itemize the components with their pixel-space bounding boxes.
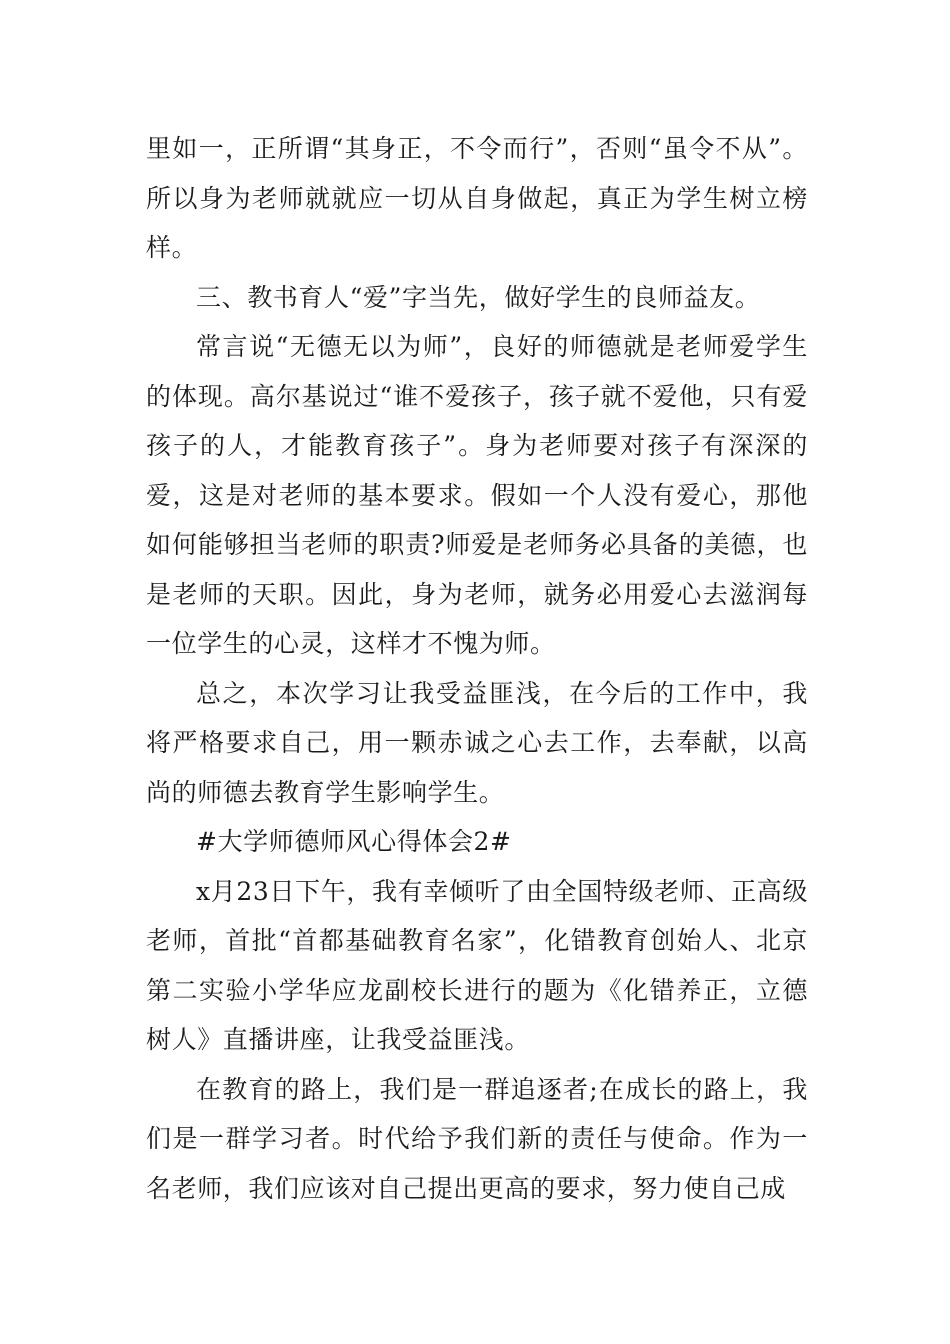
paragraph-2-section-heading: 三、教书育人“爱”字当先，做好学生的良师益友。 [196,282,761,312]
paragraph-5-article-title: #大学师德师风心得体会2# [196,827,512,856]
document-body [146,124,808,1213]
paragraph-1: 里如一，正所谓“其身正，不令而行”，否则“虽令不从”。所以身为老师就就应一切从自身做起，真正为学生树立榜样。 [146,134,808,262]
paragraph-6: x月23日下午，我有幸倾听了由全国特级老师、正高级老师，首批“首都基础教育名家”，化错教育创始人、北京第二实验小学华应龙副校长进行的题为《化错养正，立德树人》直播讲座，让我受益匪浅。 [146,876,808,1054]
paragraph-4: 总之，本次学习让我受益匪浅，在今后的工作中，我将严格要求自己，用一颗赤诚之心去工作，去奉献，以高尚的师德去教育学生影响学生。 [146,678,808,807]
paragraph-7: 在教育的路上，我们是一群追逐者;在成长的路上，我们是一群学习者。时代给予我们新的责任与使命。作为一名老师，我们应该对自己提出更高的要求，努力使自己成 [146,1074,808,1203]
paragraph-3: 常言说“无德无以为师”，良好的师德就是老师爱学生的体现。高尔基说过“谁不爱孩子，孩子就不爱他，只有爱孩子的人，才能教育孩子”。身为老师要对孩子有深深的爱，这是对老师的基本要求。假如一个人没有爱心，那他如何能够担当老师的职责?师爱是老师务必具备的美德，也是老师的天职。因此，身为老师，就务必用爱心去滋润每一位学生的心灵，这样才不愧为师。 [146,332,808,658]
